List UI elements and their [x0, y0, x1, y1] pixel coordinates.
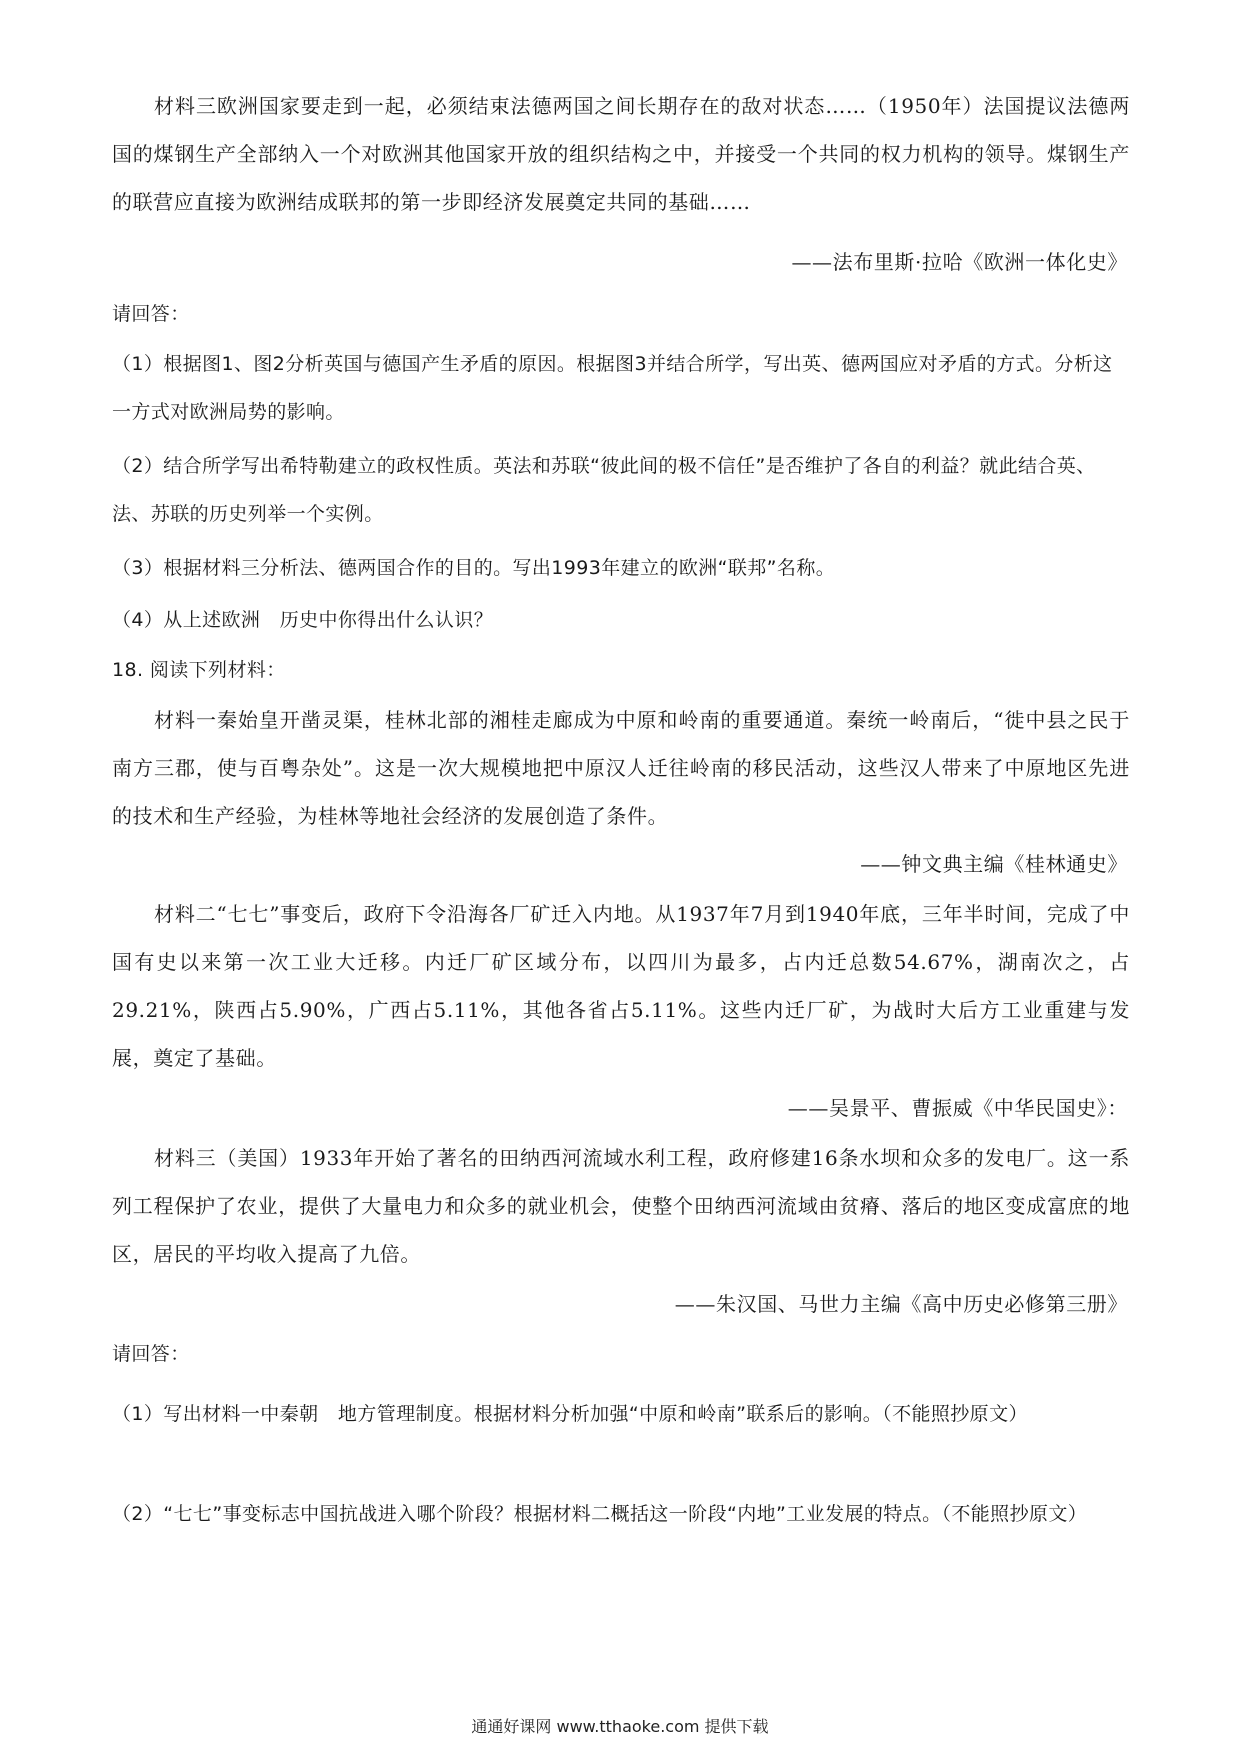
- footer-source-note: 通通好课网 www.tthaoke.com 提供下载: [471, 1717, 769, 1736]
- q18-material-2-source: ——吴景平、曹振威《中华民国史》：: [787, 1096, 1128, 1120]
- q18-material-1-text: 材料一秦始皇开凿灵渠，桂林北部的湘桂走廊成为中原和岭南的重要通道。秦统一岭南后，“徙中县之民于南方三郡，使与百粤杂处”。这是一次大规模地把中原汉人迁往岭南的移民活动，这些汉人带来了中原地区先进的技术和生产经验，为桂林等地社会经济的发展创造了条件。: [112, 708, 1130, 828]
- q18-question-1: （1）写出材料一中秦朝 地方管理制度。根据材料分析加强“中原和岭南”联系后的影响。（不能照抄原文）: [112, 1403, 1028, 1425]
- q18-prompt: 请回答：: [112, 1343, 190, 1365]
- q17-prompt: 请回答：: [112, 303, 190, 325]
- q17-question-3: （3）根据材料三分析法、德两国合作的目的。写出1993年建立的欧洲“联邦”名称。: [112, 557, 836, 579]
- q18-material-3-source: ——朱汉国、马世力主编《高中历史必修第三册》: [674, 1292, 1128, 1316]
- q17-question-2: （2）结合所学写出希特勒建立的政权性质。英法和苏联“彼此间的极不信任”是否维护了各自的利益？就此结合英、法、苏联的历史列举一个实例。: [112, 455, 1096, 525]
- q18-heading: 18. 阅读下列材料：: [112, 659, 286, 681]
- q18-material-3-text: 材料三（美国）1933年开始了著名的田纳西河流域水利工程，政府修建16条水坝和众多的发电厂。这一系列工程保护了农业，提供了大量电力和众多的就业机会，使整个田纳西河流域由贫瘠、落后的地区变成富庶的地区，居民的平均收入提高了九倍。: [112, 1146, 1130, 1266]
- material3-europe-source: ——法布里斯·拉哈《欧洲一体化史》: [791, 250, 1128, 274]
- q18-material-2-text: 材料二“七七”事变后，政府下令沿海各厂矿迁入内地。从1937年7月到1940年底，三年半时间，完成了中国有史以来第一次工业大迁移。内迁厂矿区域分布，以四川为最多，占内迁总数54.67%，湖南次之，占29.21%，陕西占5.90%，广西占5.11%，其他各省占5.11%。这些内迁厂矿，为战时大后方工业重建与发展，奠定了基础。: [112, 902, 1130, 1070]
- q18-question-2: （2）“七七”事变标志中国抗战进入哪个阶段？根据材料二概括这一阶段“内地”工业发展的特点。（不能照抄原文）: [112, 1503, 1088, 1525]
- material3-europe-text: 材料三欧洲国家要走到一起，必须结束法德两国之间长期存在的敌对状态……（1950年）法国提议法德两国的煤钢生产全部纳入一个对欧洲其他国家开放的组织结构之中，并接受一个共同的权力机构的领导。煤钢生产的联营应直接为欧洲结成联邦的第一步即经济发展奠定共同的基础……: [112, 94, 1130, 214]
- q18-material-1-source: ——钟文典主编《桂林通史》: [860, 852, 1128, 876]
- q17-question-4: （4）从上述欧洲 历史中你得出什么认识？: [112, 609, 494, 631]
- q17-question-1: （1）根据图1、图2分析英国与德国产生矛盾的原因。根据图3并结合所学，写出英、德两国应对矛盾的方式。分析这一方式对欧洲局势的影响。: [112, 353, 1113, 423]
